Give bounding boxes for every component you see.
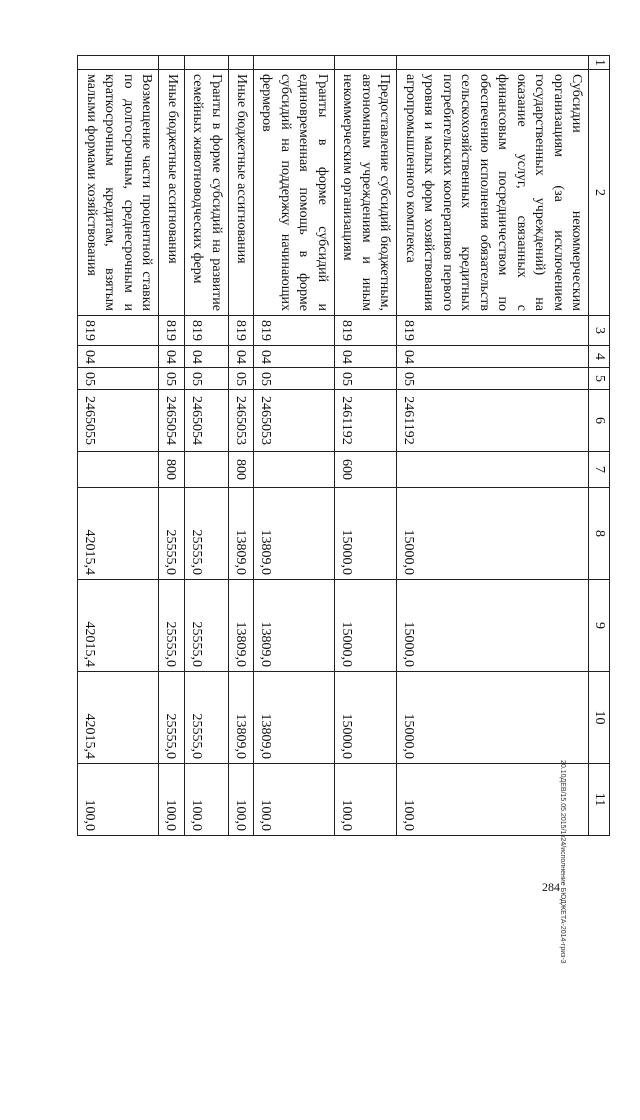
cell-c6: 2465053: [254, 390, 335, 452]
col-header-9: 9: [589, 580, 610, 672]
col-header-2: 2: [589, 70, 610, 316]
col-header-3: 3: [589, 316, 610, 346]
budget-table: [77, 55, 610, 836]
cell-c11: 100,0: [159, 764, 184, 836]
row-number-cell: [78, 56, 159, 70]
table-row: [334, 56, 396, 836]
row-name-cell: Гранты в форме субсидий на развитие семейных животноводческих ферм: [184, 70, 228, 316]
cell-c4: 04: [184, 346, 228, 368]
row-name-cell: Иные бюджетные ассигнования: [228, 70, 253, 316]
col-header-1: 1: [589, 56, 610, 70]
row-number-cell: [397, 56, 589, 70]
cell-c5: 05: [159, 368, 184, 390]
cell-c6: 2465053: [228, 390, 253, 452]
cell-c6: 2461192: [397, 390, 589, 452]
col-header-4: 4: [589, 346, 610, 368]
cell-c3: 819: [184, 316, 228, 346]
cell-c8: 13809,0: [254, 488, 335, 580]
row-number-cell: [334, 56, 396, 70]
cell-c7: 600: [334, 452, 396, 488]
cell-c4: 04: [78, 346, 159, 368]
col-header-5: 5: [589, 368, 610, 390]
row-number-cell: [254, 56, 335, 70]
cell-c5: 05: [184, 368, 228, 390]
cell-c11: 100,0: [254, 764, 335, 836]
table-row: [159, 56, 184, 836]
cell-c9: 13809,0: [254, 580, 335, 672]
cell-c6: 2465054: [159, 390, 184, 452]
cell-c9: 13809,0: [228, 580, 253, 672]
row-name-cell: Предоставление субсидий бюджетным, автономным учреждениям и иным некоммерческим организациям: [334, 70, 396, 316]
cell-c11: 100,0: [397, 764, 589, 836]
cell-c3: 819: [397, 316, 589, 346]
cell-c5: 05: [78, 368, 159, 390]
table-row: [254, 56, 335, 836]
cell-c7: [254, 452, 335, 488]
row-name-cell: Субсидии некоммерческим организациям (за исключением государственных учреждений) на оказание услуг, связанных с финансовым посредничеством по обеспечению исполнения обязательств сельскохозяйственных кредитных потребительских кооперативов первого уровня и малых форм хозяйствования агропромышленного комплекса: [397, 70, 589, 316]
col-header-7: 7: [589, 452, 610, 488]
row-number-cell: [228, 56, 253, 70]
cell-c10: 13809,0: [228, 672, 253, 764]
cell-c7: [184, 452, 228, 488]
cell-c7: [78, 452, 159, 488]
cell-c7: [397, 452, 589, 488]
cell-c11: 100,0: [78, 764, 159, 836]
cell-c4: 04: [228, 346, 253, 368]
cell-c10: 42015,4: [78, 672, 159, 764]
cell-c10: 13809,0: [254, 672, 335, 764]
row-name-cell: Гранты в форме субсидий и единовременная помощь в форме субсидий на поддержку начинающих фермеров: [254, 70, 335, 316]
cell-c9: 42015,4: [78, 580, 159, 672]
cell-c5: 05: [254, 368, 335, 390]
header-row: [589, 56, 610, 836]
cell-c8: 25555,0: [184, 488, 228, 580]
cell-c5: 05: [397, 368, 589, 390]
cell-c3: 819: [334, 316, 396, 346]
col-header-8: 8: [589, 488, 610, 580]
cell-c8: 15000,0: [334, 488, 396, 580]
cell-c9: 15000,0: [334, 580, 396, 672]
footer-path: 20.10ДЕВ/15.05.2015/1к24/исполнение БЮДЖЕТА-2014-гриз-3: [559, 760, 566, 964]
cell-c3: 819: [254, 316, 335, 346]
cell-c7: 800: [159, 452, 184, 488]
col-header-6: 6: [589, 390, 610, 452]
cell-c11: 100,0: [228, 764, 253, 836]
cell-c8: 15000,0: [397, 488, 589, 580]
cell-c4: 04: [159, 346, 184, 368]
table-row: [397, 56, 589, 836]
cell-c4: 04: [254, 346, 335, 368]
cell-c3: 819: [228, 316, 253, 346]
cell-c9: 25555,0: [184, 580, 228, 672]
cell-c6: 2461192: [334, 390, 396, 452]
cell-c11: 100,0: [334, 764, 396, 836]
page-number: 284: [542, 880, 560, 894]
col-header-11: 11: [589, 764, 610, 836]
cell-c8: 13809,0: [228, 488, 253, 580]
cell-c3: 819: [159, 316, 184, 346]
cell-c8: 42015,4: [78, 488, 159, 580]
cell-c5: 05: [334, 368, 396, 390]
cell-c7: 800: [228, 452, 253, 488]
table-row: [78, 56, 159, 836]
cell-c4: 04: [397, 346, 589, 368]
rotated-page: [50, 55, 610, 835]
cell-c9: 25555,0: [159, 580, 184, 672]
cell-c10: 25555,0: [159, 672, 184, 764]
cell-c10: 25555,0: [184, 672, 228, 764]
row-number-cell: [184, 56, 228, 70]
table-row: [228, 56, 253, 836]
table-row: [184, 56, 228, 836]
cell-c9: 15000,0: [397, 580, 589, 672]
row-name-cell: Возмещение части процентной ставки по долгосрочным, среднесрочным и краткосрочным кредитам, взятым малыми формами хозяйствования: [78, 70, 159, 316]
cell-c6: 2465054: [184, 390, 228, 452]
row-name-cell: Иные бюджетные ассигнования: [159, 70, 184, 316]
col-header-10: 10: [589, 672, 610, 764]
row-number-cell: [159, 56, 184, 70]
cell-c10: 15000,0: [397, 672, 589, 764]
cell-c5: 05: [228, 368, 253, 390]
table-body: [78, 56, 589, 836]
cell-c3: 819: [78, 316, 159, 346]
cell-c4: 04: [334, 346, 396, 368]
cell-c6: 2465055: [78, 390, 159, 452]
cell-c10: 15000,0: [334, 672, 396, 764]
cell-c8: 25555,0: [159, 488, 184, 580]
cell-c11: 100,0: [184, 764, 228, 836]
